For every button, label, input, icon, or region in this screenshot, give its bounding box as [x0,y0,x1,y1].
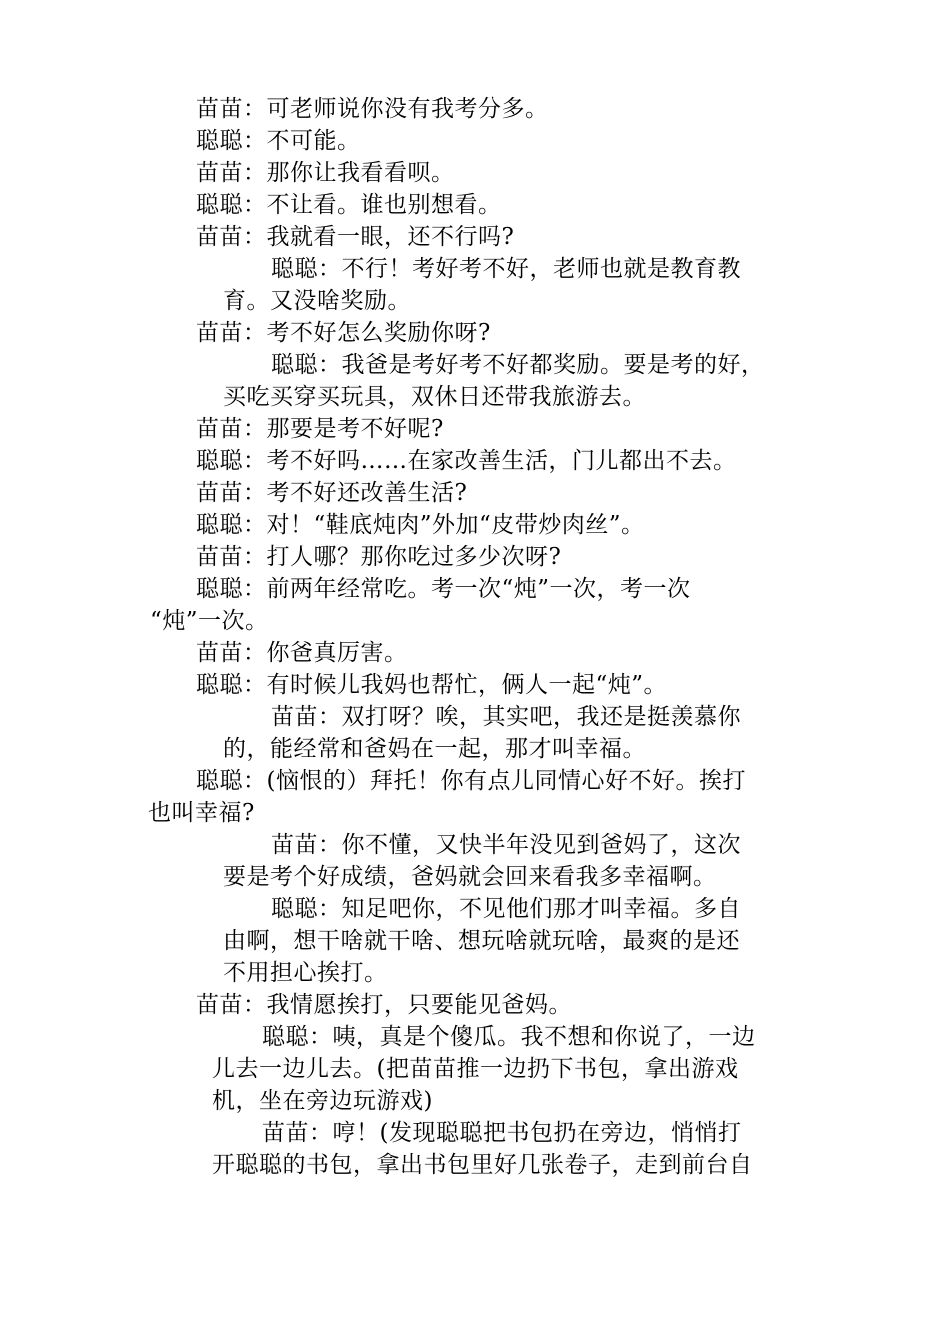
script-line: 聪聪：对！“鞋底炖肉”外加“皮带炒肉丝”。 [196,512,645,538]
script-line: 苗苗：考不好还改善生活? [196,480,468,506]
script-line: 苗苗：你爸真厉害。 [196,640,408,666]
script-line: 苗苗：考不好怎么奖励你呀? [196,320,491,346]
script-line: 苗苗：那你让我看看呗。 [196,160,455,186]
script-line: 不用担心挨打。 [223,960,388,986]
script-line: 聪聪：我爸是考好考不好都奖励。要是考的好， [271,352,765,378]
script-line: 苗苗：哼！(发现聪聪把书包扔在旁边，悄悄打 [262,1120,742,1146]
script-line: 苗苗：我就看一眼，还不行吗? [196,224,515,250]
script-line: 聪聪：不行！考好考不好，老师也就是教育教 [271,256,741,282]
script-line: 苗苗：可老师说你没有我考分多。 [196,96,549,122]
script-line: 聪聪：咦，真是个傻瓜。我不想和你说了，一边 [262,1024,756,1050]
script-line: “炖”一次。 [150,608,269,634]
script-line: 的，能经常和爸妈在一起，那才叫幸福。 [223,736,646,762]
script-line: 聪聪：不让看。谁也别想看。 [196,192,502,218]
script-line: 育。又没啥奖励。 [223,288,411,314]
script-line: 苗苗：那要是考不好呢? [196,416,444,442]
script-line: 聪聪：考不好吗……在家改善生活，门儿都出不去。 [196,448,737,474]
script-line: 也叫幸福? [148,800,255,826]
script-line: 机，坐在旁边玩游戏) [212,1088,433,1114]
script-line: 苗苗：双打呀？唉，其实吧，我还是挺羡慕你 [271,704,741,730]
script-line: 苗苗：你不懂，又快半年没见到爸妈了，这次 [271,832,741,858]
script-line: 聪聪：知足吧你，不见他们那才叫幸福。多自 [271,896,741,922]
script-line: 苗苗：打人哪？那你吃过多少次呀? [196,544,562,570]
script-line: 由啊，想干啥就干啥、想玩啥就玩啥，最爽的是还 [223,928,740,954]
script-line: 聪聪：有时候儿我妈也帮忙，俩人一起“炖”。 [196,672,668,698]
script-line: 聪聪：不可能。 [196,128,361,154]
script-line: 买吃买穿买玩具，双休日还带我旅游去。 [223,384,646,410]
script-line: 开聪聪的书包，拿出书包里好几张卷子，走到前台自 [212,1152,753,1178]
script-line: 儿去一边儿去。(把苗苗推一边扔下书包，拿出游戏 [212,1056,739,1082]
script-line: 苗苗：我情愿挨打，只要能见爸妈。 [196,992,572,1018]
script-line: 聪聪：前两年经常吃。考一次“炖”一次，考一次 [196,576,691,602]
script-line: 要是考个好成绩，爸妈就会回来看我多幸福啊。 [223,864,717,890]
script-line: 聪聪：(恼恨的）拜托！你有点儿同情心好不好。挨打 [196,768,746,794]
